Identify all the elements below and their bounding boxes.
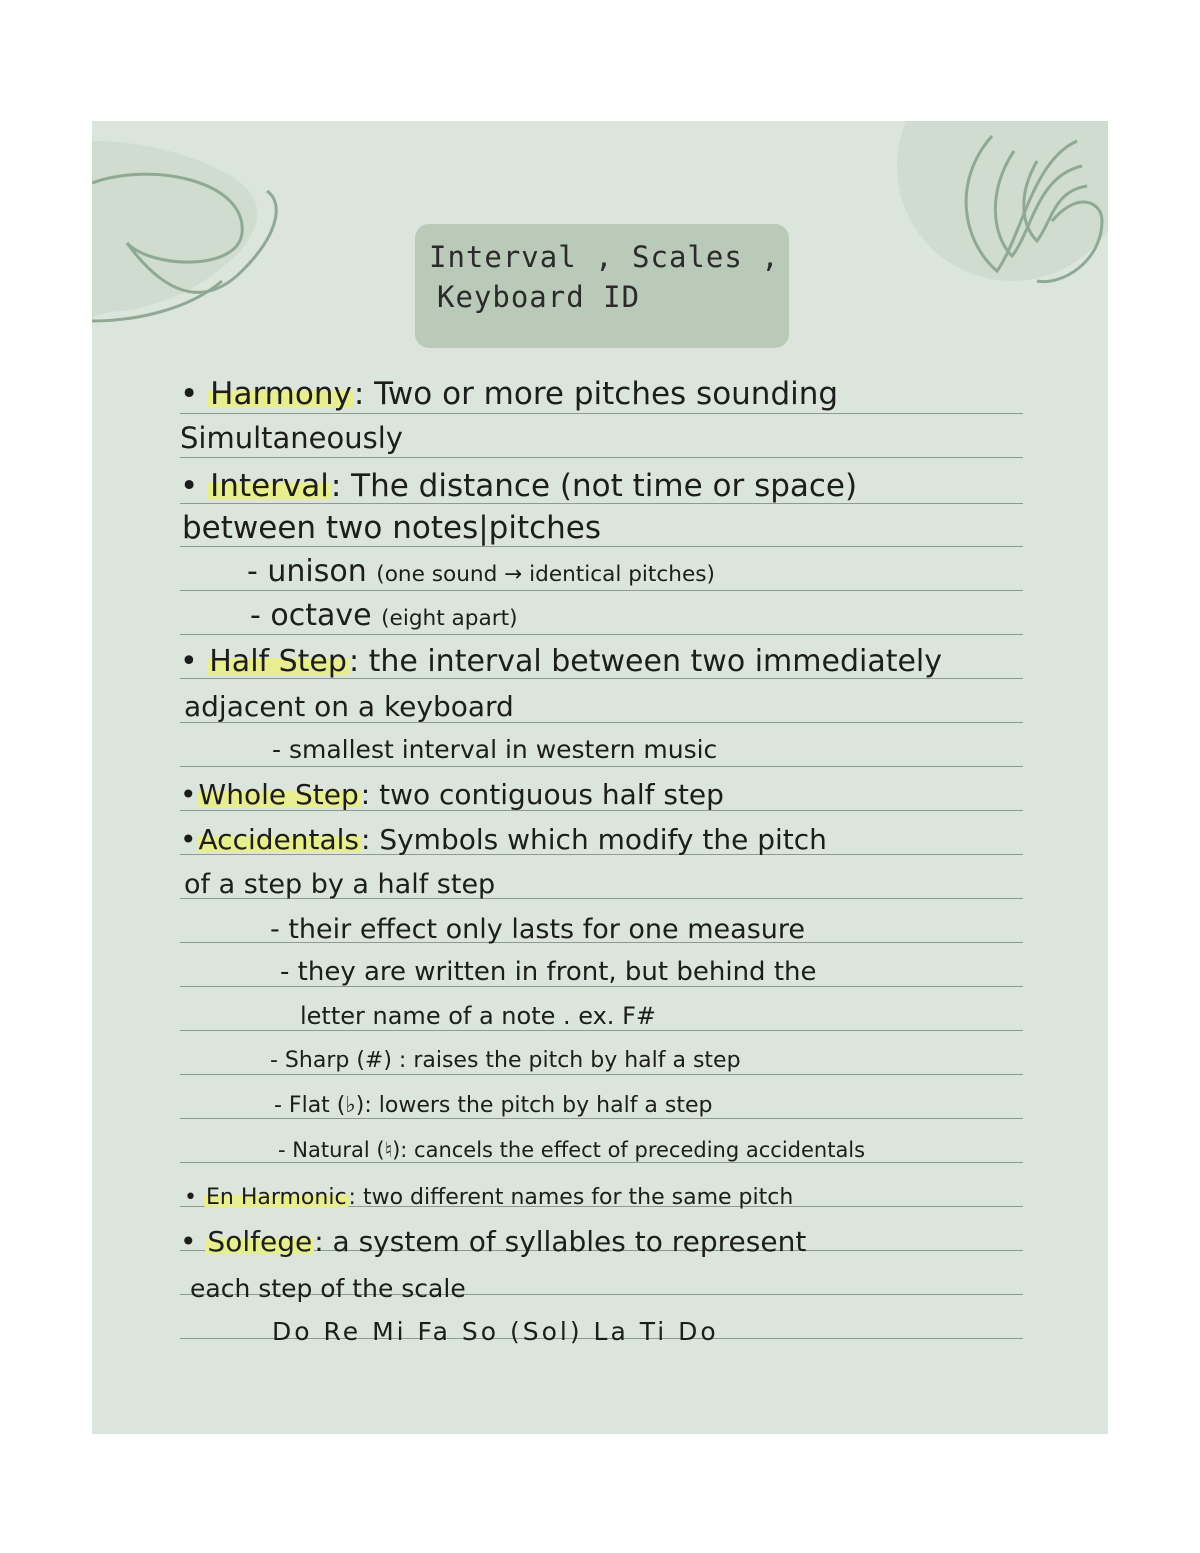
- title-line-2: Keyboard ID: [437, 280, 641, 314]
- ruled-line: [180, 766, 1023, 767]
- octave-label: - octave: [250, 598, 372, 633]
- title-box: [415, 224, 789, 348]
- note-harmony: [180, 376, 839, 412]
- bullet: •: [180, 823, 197, 856]
- bullet: •: [184, 1185, 197, 1210]
- definition-harmony: : Two or more pitches sounding: [353, 376, 839, 412]
- ruled-line: [180, 1118, 1023, 1119]
- definition-accidentals: : Symbols which modify the pitch: [361, 823, 827, 856]
- bullet: •: [180, 1225, 197, 1258]
- note-solfege-cont: each step of the scale: [190, 1274, 466, 1303]
- note-effect: - their effect only lasts for one measure: [270, 914, 805, 945]
- ruled-line: [180, 413, 1023, 414]
- term-enharmonic: En Harmonic: [205, 1185, 347, 1210]
- ruled-line: [180, 634, 1023, 635]
- title-line-1: Interval , Scales ,: [429, 240, 780, 274]
- ruled-line: [180, 457, 1023, 458]
- term-half-step: Half Step: [209, 644, 347, 679]
- term-harmony: Harmony: [210, 376, 352, 412]
- unison-label: - unison: [247, 554, 367, 589]
- bullet: •: [180, 644, 198, 679]
- note-accidentals-cont: of a step by a half step: [184, 869, 496, 900]
- ruled-line: [180, 1162, 1023, 1163]
- ruled-line: [180, 590, 1023, 591]
- note-interval: [180, 468, 858, 504]
- term-whole-step: Whole Step: [198, 778, 359, 811]
- note-flat: - Flat (♭): lowers the pitch by half a step: [274, 1093, 713, 1118]
- term-accidentals: Accidentals: [198, 823, 359, 856]
- note-enharmonic: [184, 1187, 793, 1209]
- definition-enharmonic: : two different names for the same pitch: [348, 1185, 794, 1210]
- definition-half-step: : the interval between two immediately: [348, 644, 943, 679]
- bullet: •: [180, 376, 199, 412]
- note-unison: [247, 554, 715, 589]
- unison-paren: (one sound → identical pitches): [376, 562, 715, 587]
- note-solfege: [180, 1225, 807, 1258]
- definition-whole-step: : two contiguous half step: [360, 778, 724, 811]
- note-written-cont: letter name of a note . ex. F#: [300, 1002, 656, 1030]
- note-whole-step: [180, 778, 724, 811]
- octave-paren: (eight apart): [381, 606, 518, 631]
- notebook-page: [92, 121, 1108, 1434]
- bullet: •: [180, 778, 197, 811]
- ruled-line: [180, 1030, 1023, 1031]
- term-interval: Interval: [210, 468, 329, 504]
- note-natural: - Natural (♮): cancels the effect of preceding accidentals: [278, 1138, 866, 1162]
- definition-interval: : The distance (not time or space): [330, 468, 858, 504]
- note-half-step: [180, 644, 943, 679]
- ruled-line: [180, 546, 1023, 547]
- definition-solfege: : a system of syllables to represent: [314, 1225, 807, 1258]
- note-syllables: Do Re Mi Fa So (Sol) La Ti Do: [272, 1317, 719, 1346]
- note-smallest: - smallest interval in western music: [272, 735, 718, 764]
- note-interval-cont: between two notes|pitches: [182, 510, 602, 546]
- note-sharp: - Sharp (#) : raises the pitch by half a step: [270, 1048, 741, 1073]
- note-accidentals: [180, 823, 827, 856]
- note-half-step-cont: adjacent on a keyboard: [184, 690, 514, 723]
- note-octave: [250, 598, 518, 633]
- bullet: •: [180, 468, 199, 504]
- note-written: - they are written in front, but behind the: [280, 957, 817, 987]
- ruled-line: [180, 1074, 1023, 1075]
- note-harmony-cont: Simultaneously: [180, 421, 403, 455]
- term-solfege: Solfege: [207, 1225, 313, 1258]
